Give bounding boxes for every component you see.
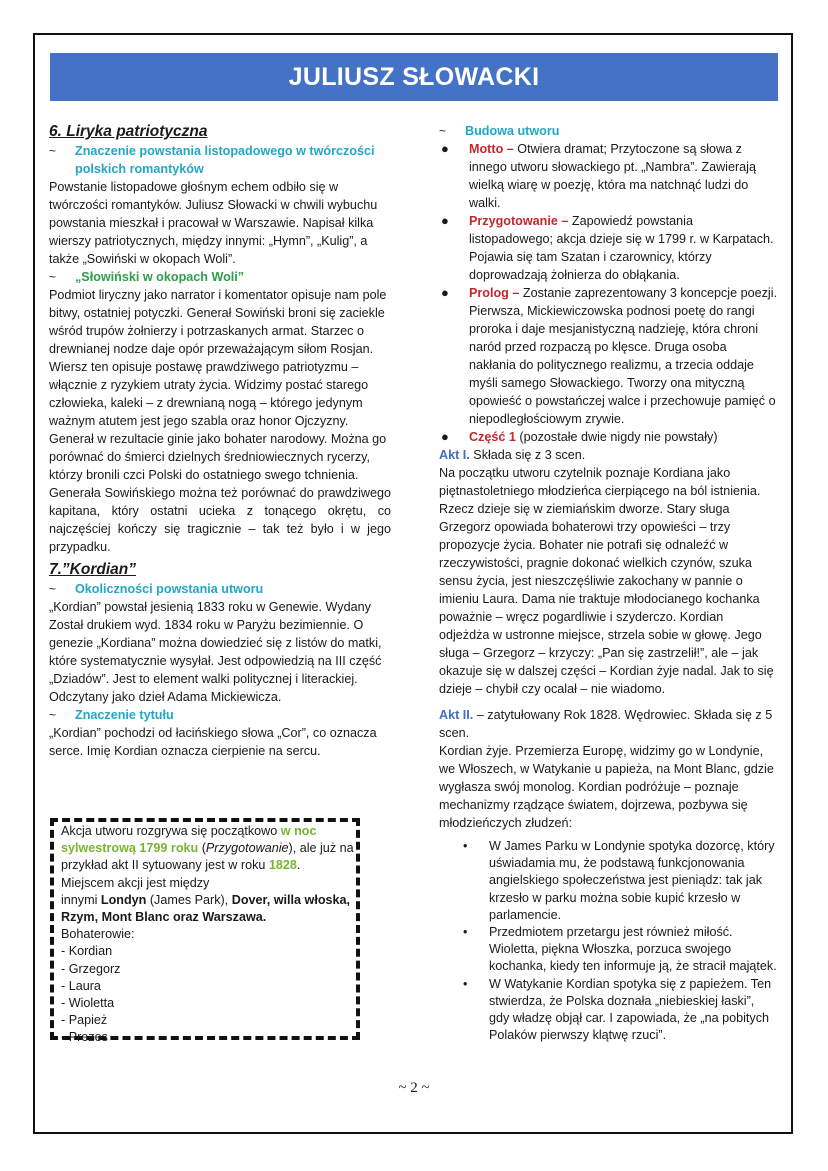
list-item: ● Część 1 (pozostałe dwie nigdy nie powstały) bbox=[441, 429, 718, 444]
hero-item: - Papież bbox=[61, 1013, 108, 1028]
subheading-origins: ~ Okoliczności powstania utworu bbox=[49, 582, 264, 596]
act-2-list bbox=[439, 838, 777, 1044]
heroes-label: Bohaterowie: bbox=[61, 927, 135, 942]
subheading-sowinski: ~ „Słowiński w okopach Woli” bbox=[49, 270, 245, 284]
subheading-structure: ~ Budowa utworu bbox=[439, 124, 560, 138]
subheading-uprising: ~ Znaczenie powstania listopadowego w twórczości polskich romantyków bbox=[49, 144, 375, 176]
paragraph: Kordian żyje. Przemierza Europę, widzimy go w Londynie, we Włoszech, w Watykanie u papieża, na Mont Blanc, gdzie wygłasza swój monolog. Kordian podróżuje – poznaje mechanizmy rządzące światem, dojrzewa, pozbywa się młodzieńczych złudzeń: bbox=[439, 744, 774, 830]
hero-item: - Grzegorz bbox=[61, 961, 121, 976]
act-2-heading: Akt II. – zatytułowany Rok 1828. Wędrowiec. Składa się z 5 scen. bbox=[439, 708, 773, 740]
list-item: • Przedmiotem przetargu jest również miłość. Wioletta, piękna Włoszka, porzuca swojego kochanka, kiedy ten informuje ją, że stracił majątek. bbox=[463, 925, 777, 974]
list-item: • W Watykanie Kordian spotyka się z papieżem. Ten stwierdza, że Polska doznała „niebieskiej łaski”, gdy władzę objął car. I zapowiada, że „na pobitych Polaków pierwszy klątwę rzuci”. bbox=[463, 976, 772, 1043]
right-column bbox=[439, 122, 777, 1044]
left-column bbox=[49, 122, 391, 760]
box-setting-text: Akcja utworu rozgrywa się początkowo w noc sylwestrową 1799 roku (Przygotowanie), ale już na przykład akt II sytuowany jest w roku 1828. bbox=[61, 824, 354, 873]
subheading-title-meaning: ~ Znaczenie tytułu bbox=[49, 708, 174, 722]
box-text: Miejscem akcji jest między bbox=[61, 875, 210, 890]
page-title: JULIUSZ SŁOWACKI bbox=[50, 53, 778, 101]
list-item: • W James Parku w Londynie spotyka dozorcę, który uświadamia mu, że podstawą funkcjonowania angielskiego społeczeństwa jest pieniądz: tak jak krzesło w parku można sobie kupić krzesło w parlamencie. bbox=[463, 839, 775, 922]
paragraph: „Kordian” pochodzi od łacińskiego słowa „Cor”, co oznacza serce. Imię Kordian oznacza cierpienie na sercu. bbox=[49, 726, 377, 758]
box-places: innymi Londyn (James Park), Dover, willa włoska, Rzym, Mont Blanc oraz Warszawa. bbox=[61, 892, 351, 925]
act-1-heading: Akt I. Składa się z 3 scen. bbox=[439, 448, 586, 462]
section-7-heading: 7.”Kordian” bbox=[49, 561, 136, 578]
hero-item: - Kordian bbox=[61, 944, 113, 959]
paragraph: „Kordian” powstał jesienią 1833 roku w Genewie. Wydany Został drukiem wyd. 1834 roku w Paryżu bezimiennie. O genezie „Kordiana” można dowiedzieć się z listów do matki, które systematycznie wysyłał. Jest odpowiedzią na III część „Dziadów”. Jest to element walki politycznej i literackiej. Odczytany jako dzieł Adama Mickiewicza. bbox=[49, 600, 382, 704]
list-item: ● Przygotowanie – Zapowiedź powstania listopadowego; akcja dzieje się w 1799 r. w Karpatach. Pojawia się tam Szatan i czarownicy, którzy doprowadzają żołnierza do obłąkania. bbox=[441, 213, 774, 282]
summary-box bbox=[50, 818, 360, 1045]
section-6-heading: 6. Liryka patriotyczna bbox=[49, 123, 208, 140]
paragraph: Generała Sowińskiego można też porównać do prawdziwego kapitana, który ostatni ucieka z tonącego okrętu, co najczęściej kończy się tragicznie – tak też było i w jego przypadku. bbox=[49, 486, 391, 554]
paragraph: Podmiot liryczny jako narrator i komentator opisuje nam pole bitwy, ostatniej potyczki. Generał Sowiński broni się zaciekle wśród trupów żołnierzy i potrzaskanych armat. Starzec o drewnianej nodze daje opór przeważającym siłom Rosjan. bbox=[49, 288, 387, 356]
list-item: ● Prolog – Zostanie zaprezentowany 3 koncepcje poezji. Pierwsza, Mickiewiczowska podnosi poetę do rangi proroka i daje mesjanistyczną nadzieję, która chroni naród przed rozpaczą po klęsce. Druga osoba nakłania do politycznego realizmu, a trzecia oddaje myśli samego Słowackiego. Tworzy ona mityczną opowieść o powstańczej walce i przechowuje pamięć o niepodległościowym zrywie. bbox=[441, 285, 778, 426]
structure-list bbox=[439, 140, 777, 446]
hero-item: - Prezes bbox=[61, 1030, 108, 1045]
hero-item: - Laura bbox=[61, 978, 101, 993]
paragraph: Wiersz ten opisuje postawę prawdziwego patriotyzmu – włącznie z ryzykiem utraty życia. Widzimy postać starego człowieka, kaleki – z drewnianą nogą – którego jedynym ważnym atutem jest jego szabla oraz honor Ojczyzny. Generał w rezultacie ginie jako bohater narodowy. Można go porównać do śmierci dzielnych średniowiecznych rycerzy, którzy bronili czci Polski do ostatniego swego tchnienia. bbox=[49, 360, 387, 482]
list-item: ● Motto – Otwiera dramat; Przytoczone są słowa z innego utworu słowackiego pt. „Nambra”. Zawierają wielką wiarę w poezję, która ma natchnąć ludzi do walki. bbox=[441, 141, 756, 210]
paragraph: Na początku utworu czytelnik poznaje Kordiana jako piętnastoletniego młodzieńca cierpiącego na ból istnienia. Rzecz dzieje się w ziemiańskim dworze. Stary sługa Grzegorz opowiada bohaterowi trzy opowieści – trzy propozycje życia. Bohater nie potrafi się odnaleźć w rzeczywistości, pragnie dokonać wielkich czynów, szuka sensu życia, jest nieszczęśliwie zakochany w pannie o imieniu Laura. Dama nie traktuje młodocianego kochanka poważnie – wręcz pogardliwie i szyderczo. Kordian odjeżdża w ustronne miejsce, strzela sobie w głowę. Jego sługa – Grzegorz – krzyczy: „Pan się zastrzelił!”, ale – jak okazuje się w dalszej części – Kordian żyje nadal. Jak to się dzieje – chybił czy ocalał – nie wiadomo. bbox=[439, 466, 774, 696]
hero-item: - Wioletta bbox=[61, 996, 115, 1011]
page-number: ~ 2 ~ bbox=[398, 1080, 430, 1096]
paragraph: Powstanie listopadowe głośnym echem odbiło się w twórczości romantyków. Juliusz Słowacki w chwili wybuchu powstania mieszkał i pracował w Warszawie. Napisał kilka wierszy patriotycznych, między innymi: „Hymn”, „Kulig”, a także „Sowiński w okopach Woli”. bbox=[49, 180, 378, 266]
